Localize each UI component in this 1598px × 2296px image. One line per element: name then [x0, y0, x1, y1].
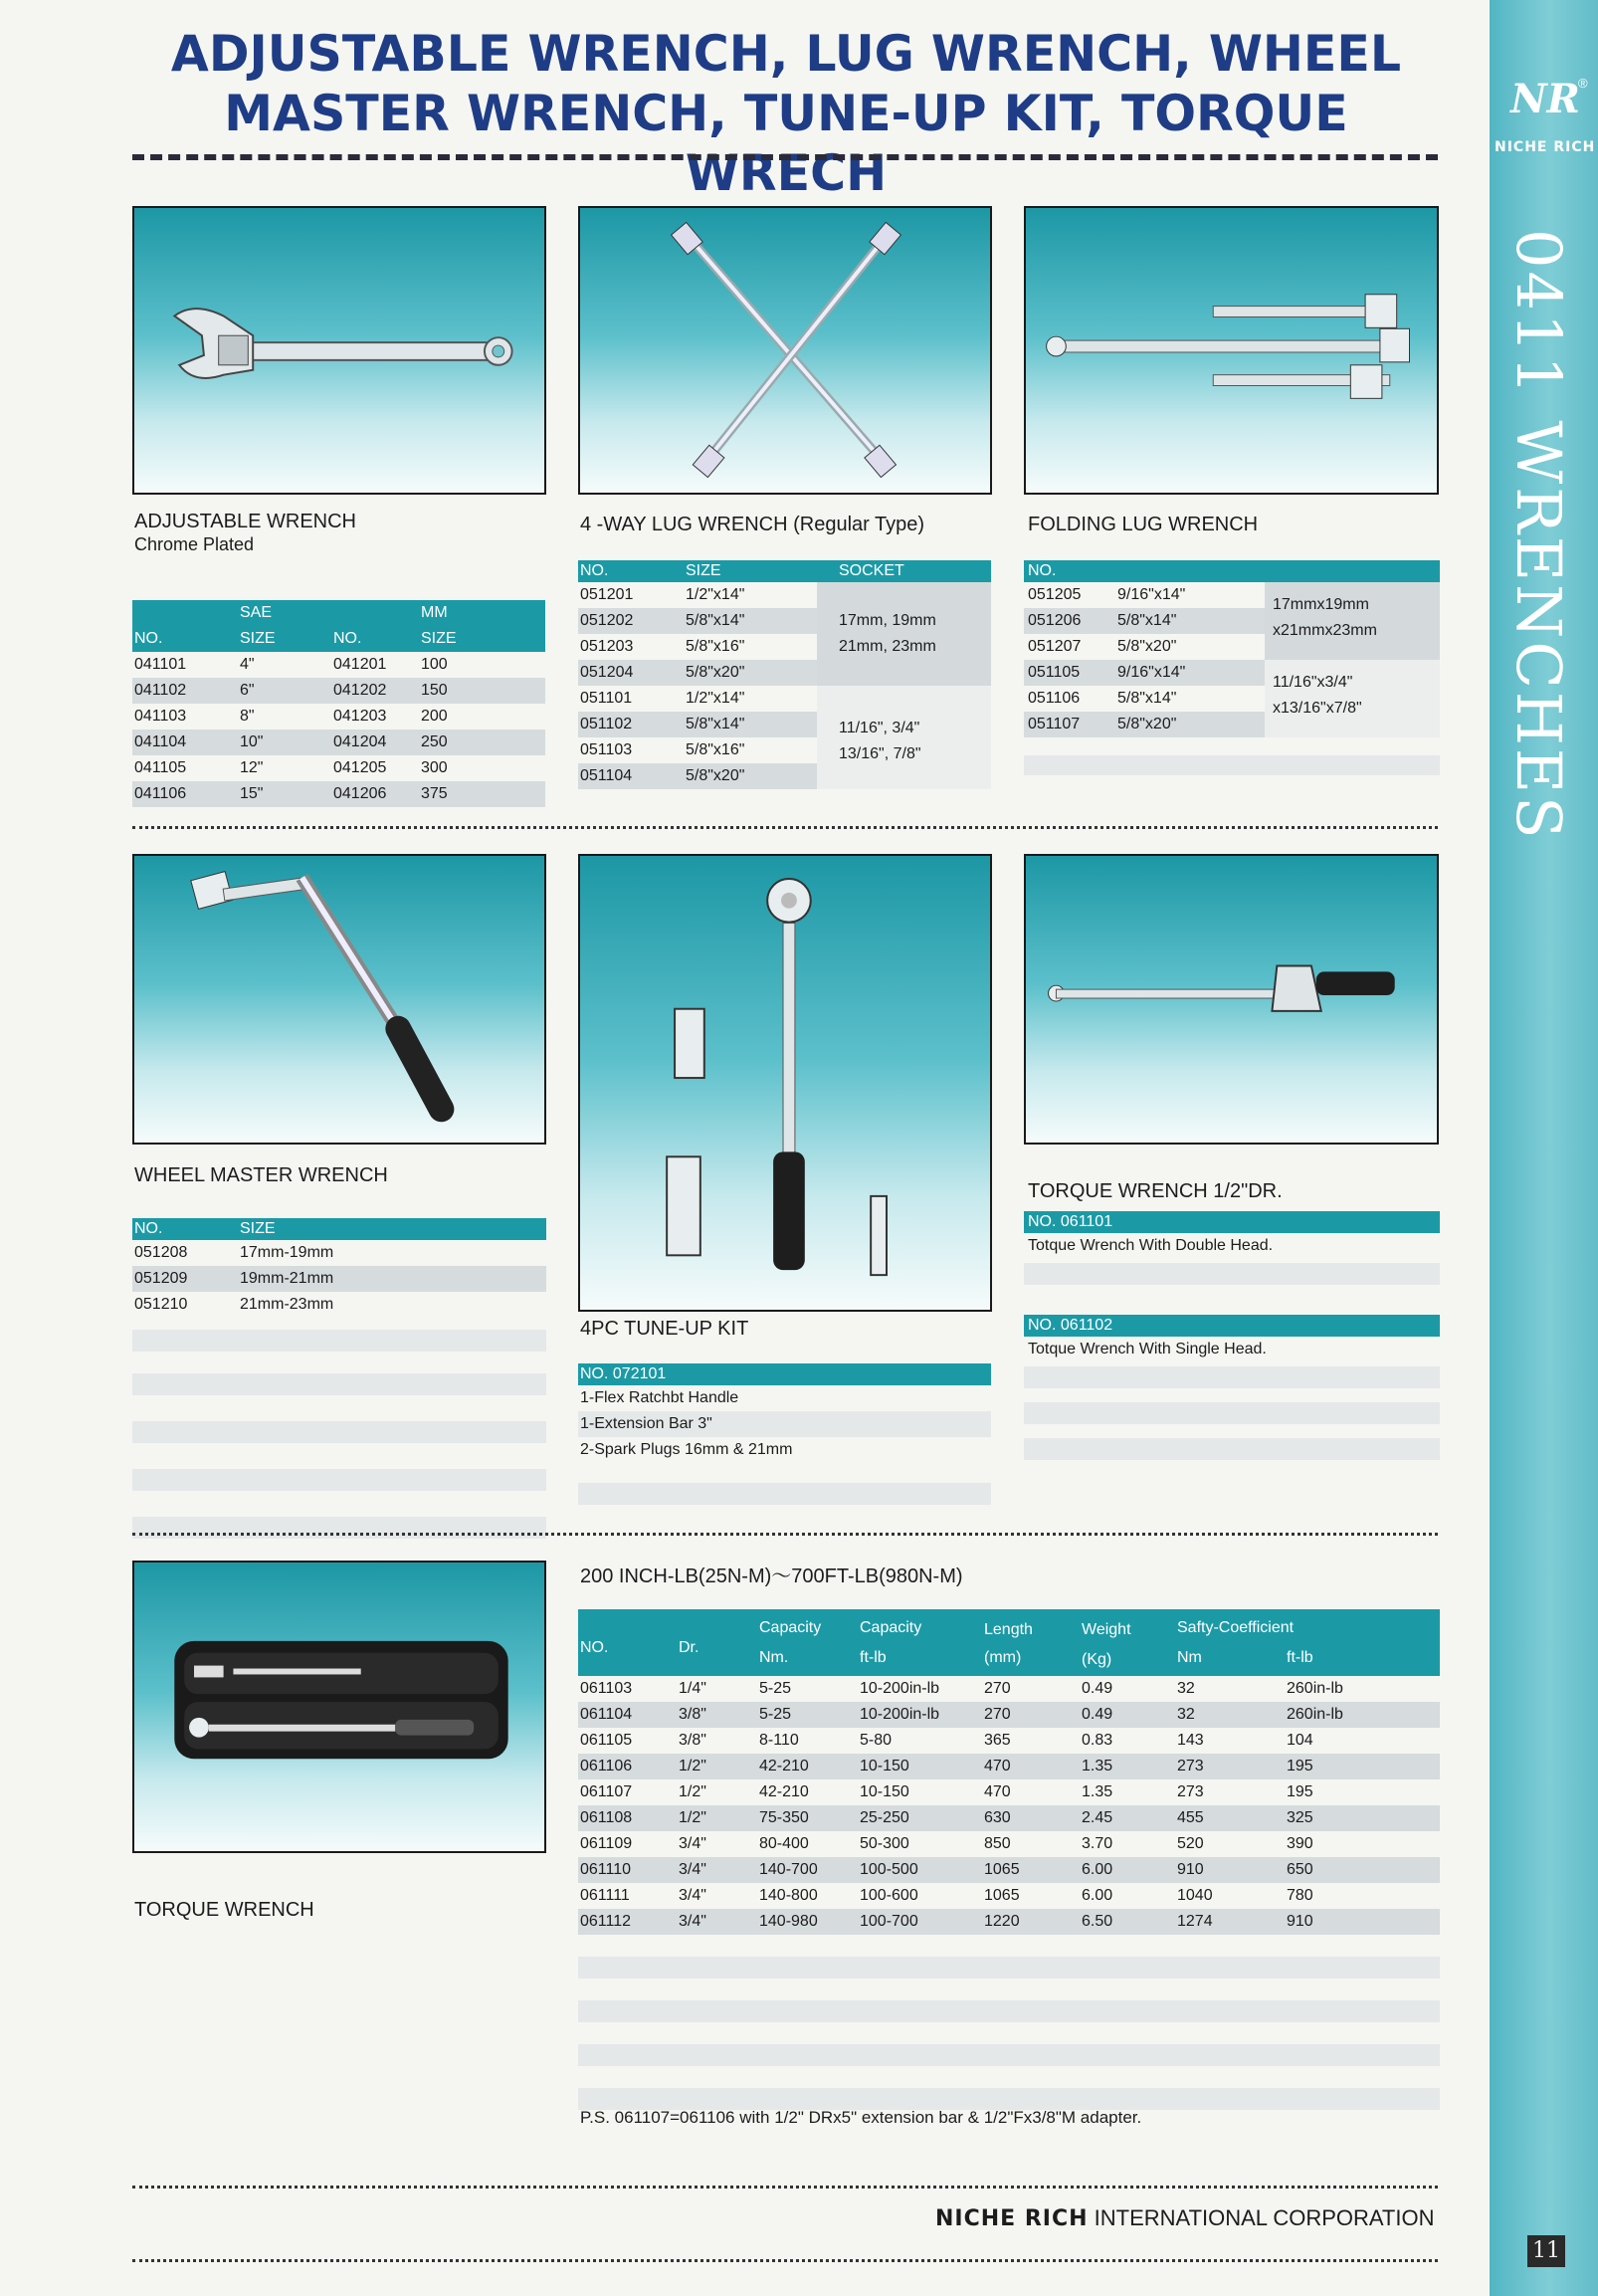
title-line-1: ADJUSTABLE WRENCH, LUG WRENCH, WHEEL	[170, 25, 1402, 83]
table-cell: 061111	[580, 1887, 630, 1904]
table-cell: 910	[1287, 1913, 1313, 1930]
table-cell: 1/2"	[679, 1809, 706, 1826]
table-cell: 1/2"x14"	[686, 586, 745, 603]
company-name	[935, 2205, 1434, 2231]
table-cell: 061112	[580, 1913, 632, 1930]
table-cell: 0.49	[1082, 1706, 1113, 1723]
table-cell: 2.45	[1082, 1809, 1113, 1826]
table-cell: 270	[984, 1680, 1011, 1697]
socket-size: 11/16", 3/4"	[839, 720, 920, 736]
table-row	[578, 763, 817, 789]
table-cell: 75-350	[759, 1809, 809, 1826]
table-cell: 104	[1287, 1732, 1313, 1749]
table-cell: 260in-lb	[1287, 1680, 1343, 1697]
adjustable-wrench-subtitle: Chrome Plated	[134, 534, 255, 554]
table-cell: 0.49	[1082, 1680, 1113, 1697]
torque-wrench-half-title: TORQUE WRENCH 1/2"DR.	[1028, 1180, 1283, 1202]
table-cell: 041206	[333, 785, 387, 802]
table-cell: 455	[1177, 1809, 1204, 1826]
table-cell: 470	[984, 1783, 1011, 1800]
table-cell: 10-150	[860, 1758, 909, 1774]
kit-item: 2-Spark Plugs 16mm & 21mm	[580, 1441, 793, 1458]
page-title	[132, 24, 1439, 203]
table-cell: 470	[984, 1758, 1011, 1774]
table-row	[578, 1702, 1440, 1728]
table-row	[132, 781, 545, 807]
table-cell: 051209	[134, 1270, 188, 1287]
kit-item: 1-Extension Bar 3"	[578, 1411, 991, 1437]
folding-wrench-icon	[1026, 208, 1437, 493]
table-cell: 051204	[580, 664, 634, 681]
table-cell: 3/4"	[679, 1913, 706, 1930]
table-row	[578, 1754, 1440, 1779]
title-line-2: MASTER WRENCH, TUNE-UP KIT, TORQUE WRECH	[224, 85, 1348, 202]
table-cell: 041102	[134, 682, 187, 699]
table-cell: 051105	[1028, 664, 1081, 681]
table-cell: 5-25	[759, 1706, 792, 1723]
lug-wrench-photo	[578, 206, 992, 495]
socket-size: 17mmx19mm	[1273, 596, 1369, 613]
table-header: NO. 061102	[1024, 1315, 1440, 1337]
table-cell: 051210	[134, 1296, 188, 1313]
table-row	[578, 1883, 1440, 1909]
kit-item: 1-Flex Ratchbt Handle	[580, 1389, 739, 1406]
socket-size: x21mmx23mm	[1273, 622, 1377, 639]
table-cell: 061104	[580, 1706, 633, 1723]
table-cell: 051104	[580, 767, 633, 784]
section-divider	[132, 1533, 1438, 1536]
tune-up-kit-icon	[580, 856, 990, 1310]
table-cell: 10-200in-lb	[860, 1680, 940, 1697]
table-cell: 1/2"	[679, 1758, 706, 1774]
table-cell: 041201	[333, 656, 387, 673]
section-divider	[132, 2186, 1438, 2189]
socket-size: 21mm, 23mm	[839, 638, 936, 655]
lug-wrench-table	[578, 560, 991, 789]
table-cell: 390	[1287, 1835, 1313, 1852]
table-row	[1024, 712, 1265, 737]
table-cell: 5/8"x16"	[686, 638, 745, 655]
model-description: Totque Wrench With Double Head.	[1028, 1237, 1274, 1254]
table-row	[132, 1240, 546, 1266]
table-cell: 300	[421, 759, 448, 776]
table-cell: 100	[421, 656, 448, 673]
table-cell: 1220	[984, 1913, 1020, 1930]
table-cell: 5/8"x20"	[1117, 638, 1177, 655]
table-row	[578, 1728, 1440, 1754]
wheel-master-photo	[132, 854, 546, 1145]
table-cell: 19mm-21mm	[240, 1270, 334, 1287]
table-cell: 32	[1177, 1706, 1195, 1723]
table-cell: 5/8"x14"	[1117, 690, 1177, 707]
table-row	[578, 660, 817, 686]
torque-wrench-title: TORQUE WRENCH	[134, 1899, 314, 1921]
section-label: 0411 WRENCHES	[1502, 229, 1575, 842]
table-cell: 1/2"	[679, 1783, 706, 1800]
table-cell: 50-300	[860, 1835, 909, 1852]
table-cell: 041101	[134, 656, 187, 673]
table-row	[578, 1805, 1440, 1831]
table-row	[578, 1831, 1440, 1857]
table-cell: 780	[1287, 1887, 1313, 1904]
wheel-master-title: WHEEL MASTER WRENCH	[134, 1164, 388, 1186]
table-cell: 250	[421, 733, 448, 750]
table-cell: 051202	[580, 612, 634, 629]
torque-wrench-half-photo	[1024, 854, 1439, 1145]
socket-size: x13/16"x7/8"	[1273, 700, 1362, 717]
table-cell: 041204	[333, 733, 387, 750]
adjustable-wrench-icon	[134, 208, 544, 493]
table-header: NO. SIZE SOCKET	[578, 560, 991, 582]
table-cell: 325	[1287, 1809, 1313, 1826]
table-cell: 200	[421, 708, 448, 725]
table-row	[1024, 660, 1265, 686]
table-cell: 051208	[134, 1244, 188, 1261]
table-cell: 273	[1177, 1783, 1204, 1800]
table-row	[132, 704, 545, 730]
table-cell: 051203	[580, 638, 634, 655]
torque-wrench-case-photo	[132, 1561, 546, 1853]
table-row	[578, 1676, 1440, 1702]
table-cell: 1.35	[1082, 1783, 1113, 1800]
table-row	[132, 678, 545, 704]
table-cell: 051102	[580, 716, 633, 732]
socket-size: 11/16"x3/4"	[1273, 674, 1353, 691]
table-cell: 051107	[1028, 716, 1081, 732]
table-cell: 3/4"	[679, 1861, 706, 1878]
table-cell: 061106	[580, 1758, 633, 1774]
lug-wrench-icon	[580, 208, 990, 493]
table-cell: 5/8"x14"	[686, 612, 745, 629]
lug-wrench-title: 4 -WAY LUG WRENCH (Regular Type)	[580, 514, 925, 535]
table-cell: 041105	[134, 759, 187, 776]
table-cell: 270	[984, 1706, 1011, 1723]
table-cell: 051207	[1028, 638, 1082, 655]
table-cell: 5/8"x16"	[686, 741, 745, 758]
sidebar-brand: NICHE RICH	[1495, 139, 1596, 155]
table-cell: 5/8"x14"	[686, 716, 745, 732]
table-cell: 10-200in-lb	[860, 1706, 940, 1723]
company-brand: NICHE RICH	[935, 2206, 1089, 2231]
table-cell: 100-600	[860, 1887, 918, 1904]
table-row	[132, 755, 545, 781]
torque-case-icon	[134, 1563, 544, 1851]
title-divider	[132, 154, 1438, 160]
adjustable-wrench-photo	[132, 206, 546, 495]
table-cell: 15"	[240, 785, 264, 802]
table-cell: 041103	[134, 708, 187, 725]
table-row	[132, 1292, 546, 1318]
table-cell: 3/8"	[679, 1706, 706, 1723]
torque-wrench-table	[578, 1609, 1440, 2110]
table-cell: 5/8"x14"	[1117, 612, 1177, 629]
table-cell: 150	[421, 682, 448, 699]
section-divider	[132, 826, 1438, 829]
table-cell: 850	[984, 1835, 1011, 1852]
table-cell: 12"	[240, 759, 264, 776]
torque-wrench-icon	[1026, 856, 1437, 1143]
table-cell: 051206	[1028, 612, 1082, 629]
table-cell: 260in-lb	[1287, 1706, 1343, 1723]
adjustable-wrench-title: ADJUSTABLE WRENCH	[134, 511, 356, 532]
table-cell: 6.00	[1082, 1887, 1113, 1904]
table-cell: 375	[421, 785, 448, 802]
table-cell: 630	[984, 1809, 1011, 1826]
table-cell: 42-210	[759, 1758, 809, 1774]
table-cell: 25-250	[860, 1809, 909, 1826]
table-cell: 5/8"x20"	[686, 767, 745, 784]
table-cell: 32	[1177, 1680, 1195, 1697]
table-row	[578, 1909, 1440, 1935]
table-cell: 140-700	[759, 1861, 818, 1878]
table-cell: 041202	[333, 682, 387, 699]
table-row	[132, 730, 545, 755]
table-header: NO.	[1024, 560, 1440, 582]
company-rest: INTERNATIONAL CORPORATION	[1088, 2205, 1435, 2230]
socket-size: 17mm, 19mm	[839, 612, 936, 629]
table-header: NO. 072101	[578, 1363, 991, 1385]
table-cell: 1065	[984, 1861, 1020, 1878]
table-cell: 9/16"x14"	[1117, 664, 1186, 681]
folding-lug-photo	[1024, 206, 1439, 495]
table-cell: 140-980	[759, 1913, 818, 1930]
table-cell: 041203	[333, 708, 387, 725]
table-cell: 051201	[580, 586, 634, 603]
table-row	[132, 652, 545, 678]
table-cell: 10"	[240, 733, 264, 750]
table-cell: 8-110	[759, 1732, 799, 1749]
brand-logo: NR	[1510, 76, 1580, 122]
table-cell: 5-25	[759, 1680, 792, 1697]
table-cell: 1.35	[1082, 1758, 1113, 1774]
table-cell: 1065	[984, 1887, 1020, 1904]
table-cell: 273	[1177, 1758, 1204, 1774]
table-cell: 21mm-23mm	[240, 1296, 334, 1313]
table-cell: 061103	[580, 1680, 633, 1697]
table-row	[578, 608, 817, 634]
table-cell: 10-150	[860, 1783, 909, 1800]
table-cell: 100-700	[860, 1913, 918, 1930]
table-cell: 140-800	[759, 1887, 818, 1904]
table-cell: 041205	[333, 759, 387, 776]
wheel-master-table	[132, 1218, 546, 1539]
table-cell: 4"	[240, 656, 255, 673]
table-cell: 3.70	[1082, 1835, 1113, 1852]
torque-wrench-half-table	[1024, 1211, 1440, 1460]
tune-up-kit-table	[578, 1363, 991, 1505]
table-cell: 6"	[240, 682, 255, 699]
table-cell: 100-500	[860, 1861, 918, 1878]
table-cell: 42-210	[759, 1783, 809, 1800]
table-row	[578, 1779, 1440, 1805]
table-row	[132, 1266, 546, 1292]
table-cell: 520	[1177, 1835, 1204, 1852]
table-row	[578, 712, 817, 737]
table-cell: 0.83	[1082, 1732, 1113, 1749]
table-cell: 1274	[1177, 1913, 1213, 1930]
table-cell: 8"	[240, 708, 255, 725]
table-header: NO. SIZE NO. SIZE	[132, 626, 545, 652]
table-cell: 365	[984, 1732, 1011, 1749]
table-cell: 143	[1177, 1732, 1204, 1749]
table-cell: 5/8"x20"	[686, 664, 745, 681]
table-cell: 195	[1287, 1783, 1313, 1800]
table-header: NO. 061101	[1024, 1211, 1440, 1233]
table-cell: 195	[1287, 1758, 1313, 1774]
tune-up-kit-title: 4PC TUNE-UP KIT	[580, 1318, 749, 1340]
table-cell: 051205	[1028, 586, 1082, 603]
table-cell: 17mm-19mm	[240, 1244, 334, 1261]
table-cell: 80-400	[759, 1835, 809, 1852]
table-cell: 9/16"x14"	[1117, 586, 1186, 603]
table-cell: 1040	[1177, 1887, 1213, 1904]
wheel-wrench-icon	[134, 856, 544, 1143]
table-cell: 1/2"x14"	[686, 690, 745, 707]
registered-mark: ®	[1578, 76, 1588, 91]
table-cell: 3/4"	[679, 1835, 706, 1852]
adjustable-wrench-table	[132, 600, 545, 807]
table-cell: 061110	[580, 1861, 632, 1878]
table-cell: 041104	[134, 733, 187, 750]
table-header: SAE MM	[132, 600, 545, 626]
tune-up-kit-photo	[578, 854, 992, 1312]
model-description: Totque Wrench With Single Head.	[1028, 1341, 1267, 1357]
table-cell: 650	[1287, 1861, 1313, 1878]
table-cell: 5-80	[860, 1732, 893, 1749]
page-number: 11	[1527, 2235, 1565, 2267]
table-cell: 061109	[580, 1835, 633, 1852]
table-cell: 6.50	[1082, 1913, 1113, 1930]
folding-lug-title: FOLDING LUG WRENCH	[1028, 514, 1259, 535]
table-row	[1024, 608, 1265, 634]
table-cell: 051106	[1028, 690, 1081, 707]
table-cell: 051101	[580, 690, 633, 707]
table-cell: 061108	[580, 1809, 633, 1826]
table-cell: 6.00	[1082, 1861, 1113, 1878]
folding-lug-table	[1024, 560, 1440, 737]
table-header: NO. SIZE	[132, 1218, 546, 1240]
footnote: P.S. 061107=061106 with 1/2" DRx5" extension bar & 1/2"Fx3/8"M adapter.	[580, 2108, 1142, 2127]
torque-range: 200 INCH-LB(25N-M)～700FT-LB(980N-M)	[580, 1565, 963, 1587]
table-cell: 3/8"	[679, 1732, 706, 1749]
table-cell: 061105	[580, 1732, 633, 1749]
socket-size: 13/16", 7/8"	[839, 745, 921, 762]
table-cell: 051103	[580, 741, 633, 758]
footer-divider	[132, 2259, 1438, 2262]
table-cell: 5/8"x20"	[1117, 716, 1177, 732]
table-cell: 1/4"	[679, 1680, 706, 1697]
table-cell: 061107	[580, 1783, 633, 1800]
table-cell: 041106	[134, 785, 187, 802]
table-cell: 910	[1177, 1861, 1204, 1878]
table-row	[578, 1857, 1440, 1883]
table-header: Capacity Capacity Length Weight Safty-Coefficient NO. Dr. Nm. ft-lb (mm) (Kg) Nm ft-lb	[578, 1609, 1440, 1676]
table-cell: 3/4"	[679, 1887, 706, 1904]
